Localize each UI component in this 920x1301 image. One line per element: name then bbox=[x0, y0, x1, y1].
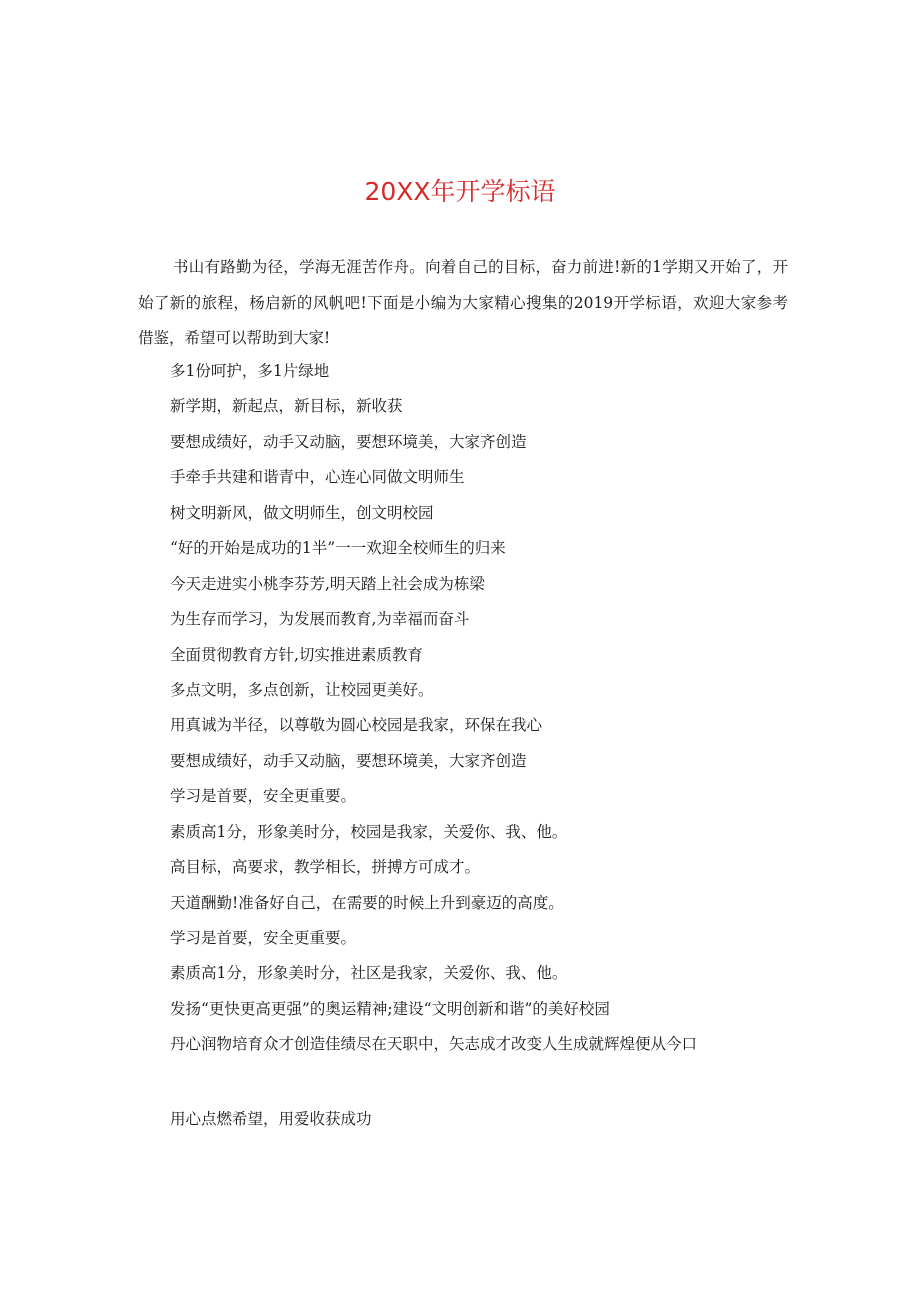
slogan-line: 发扬“更快更高更强”的奥运精神;建设“文明创新和谐”的美好校园 bbox=[170, 999, 610, 1018]
slogan-line: 天道酬勤!准备好自己，在需要的时候上升到豪迈的高度。 bbox=[170, 893, 564, 912]
slogan-line: 要想成绩好，动手又动脑，要想环境美，大家齐创造 bbox=[170, 432, 527, 451]
slogan-line: 要想成绩好，动手又动脑，要想环境美，大家齐创造 bbox=[170, 751, 527, 770]
slogan-line: 今天走进实小桃李芬芳,明天踏上社会成为栋梁 bbox=[170, 574, 485, 593]
slogan-line: “好的开始是成功的1半”一一欢迎全校师生的归来 bbox=[170, 539, 506, 558]
final-slogan: 用心点燃希望，用爱收获成功 bbox=[170, 1110, 372, 1128]
intro-paragraph: 书山有路勤为径，学海无涯苦作舟。向着自己的目标，奋力前进!新的1学期又开始了，开始了新的旅程，杨启新的风帆吧!下面是小编为大家精心搜集的2019开学标语，欢迎大家参考借鉴，希望可以帮助到大家! bbox=[138, 258, 788, 347]
document-title: 20XX年开学标语 bbox=[364, 177, 556, 206]
slogan-line: 素质高1分，形象美时分，校园是我家，关爱你、我、他。 bbox=[170, 822, 568, 841]
slogan-line: 为生存而学习，为发展而教育,为幸福而奋斗 bbox=[170, 610, 470, 629]
slogan-line: 树文明新风，做文明师生，创文明校园 bbox=[170, 503, 434, 522]
slogan-line: 手牵手共建和谐青中，心连心同做文明师生 bbox=[170, 468, 465, 487]
slogan-line: 用真诚为半径，以尊敬为圆心校园是我家，环保在我心 bbox=[170, 716, 543, 735]
slogan-line: 新学期，新起点，新目标，新收获 bbox=[170, 397, 403, 416]
slogan-line: 多1份呵护，多1片绿地 bbox=[170, 362, 330, 380]
slogan-line: 素质高1分，形象美时分，社区是我家，关爱你、我、他。 bbox=[170, 964, 568, 983]
slogan-line: 丹心润物培育众才创造佳绩尽在天职中，矢志成才改变人生成就辉煌便从今口 bbox=[170, 1035, 698, 1054]
slogan-line: 高目标，高要求，教学相长，拼搏方可成才。 bbox=[170, 858, 481, 877]
slogan-line: 全面贯彻教育方针,切实推进素质教育 bbox=[170, 645, 423, 664]
slogan-line: 学习是首要，安全更重要。 bbox=[170, 929, 357, 947]
slogan-line: 学习是首要，安全更重要。 bbox=[170, 787, 357, 806]
slogan-list bbox=[170, 354, 810, 1063]
slogan-line: 多点文明，多点创新，让校园更美好。 bbox=[170, 680, 434, 699]
